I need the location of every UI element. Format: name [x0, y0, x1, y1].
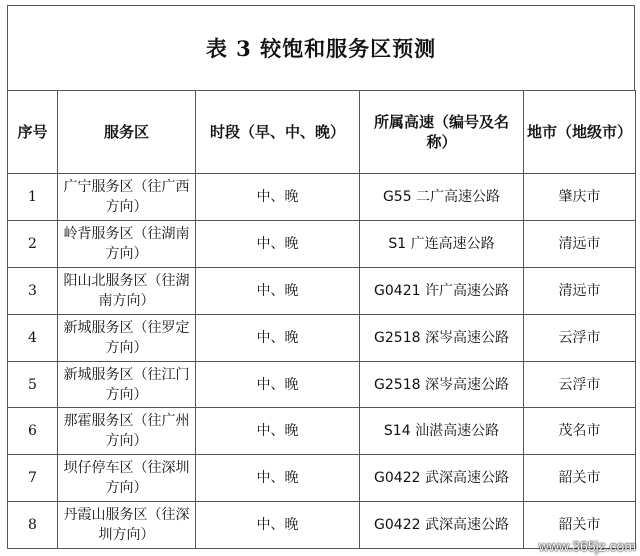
table-row	[8, 455, 636, 502]
table-row	[8, 174, 636, 221]
table-row	[8, 267, 636, 314]
cell-seq: 3	[8, 267, 58, 314]
table-row	[8, 408, 636, 455]
table-row	[8, 361, 636, 408]
cell-seq: 5	[8, 361, 58, 408]
cell-seq: 6	[8, 408, 58, 455]
table-title-box	[7, 5, 635, 91]
cell-service-area: 新城服务区（往罗定方向）	[58, 314, 196, 361]
table-row	[8, 314, 636, 361]
cell-period: 中、晚	[196, 267, 360, 314]
cell-period: 中、晚	[196, 314, 360, 361]
cell-period: 中、晚	[196, 174, 360, 221]
cell-city: 韶关市	[524, 455, 636, 502]
cell-highway: G0422 武深高速公路	[360, 502, 524, 549]
cell-city: 清远市	[524, 267, 636, 314]
cell-highway: G0422 武深高速公路	[360, 455, 524, 502]
cell-highway: G2518 深岑高速公路	[360, 314, 524, 361]
cell-seq: 7	[8, 455, 58, 502]
table-title: 表 3 较饱和服务区预测	[205, 36, 437, 61]
cell-seq: 2	[8, 220, 58, 267]
cell-city: 云浮市	[524, 314, 636, 361]
cell-city: 韶关市	[524, 502, 636, 549]
cell-period: 中、晚	[196, 361, 360, 408]
cell-seq: 4	[8, 314, 58, 361]
cell-highway: G0421 许广高速公路	[360, 267, 524, 314]
header-highway: 所属高速（编号及名称）	[360, 91, 524, 174]
watermark-text: www.365jz.com	[538, 538, 636, 554]
cell-period: 中、晚	[196, 455, 360, 502]
cell-service-area: 阳山北服务区（往湖南方向）	[58, 267, 196, 314]
header-seq: 序号	[8, 91, 58, 174]
header-service-area: 服务区	[58, 91, 196, 174]
table-row	[8, 220, 636, 267]
cell-highway: G55 二广高速公路	[360, 174, 524, 221]
cell-service-area: 广宁服务区（往广西方向）	[58, 174, 196, 221]
cell-service-area: 丹霞山服务区（往深圳方向）	[58, 502, 196, 549]
cell-seq: 8	[8, 502, 58, 549]
cell-seq: 1	[8, 174, 58, 221]
cell-city: 清远市	[524, 220, 636, 267]
cell-service-area: 坝仔停车区（往深圳方向）	[58, 455, 196, 502]
cell-period: 中、晚	[196, 408, 360, 455]
service-area-table	[7, 90, 636, 549]
header-period: 时段（早、中、晚）	[196, 91, 360, 174]
cell-highway: S14 汕湛高速公路	[360, 408, 524, 455]
cell-service-area: 那霍服务区（往广州方向）	[58, 408, 196, 455]
cell-service-area: 新城服务区（往江门方向）	[58, 361, 196, 408]
header-city: 地市（地级市）	[524, 91, 636, 174]
cell-period: 中、晚	[196, 220, 360, 267]
cell-city: 肇庆市	[524, 174, 636, 221]
cell-highway: S1 广连高速公路	[360, 220, 524, 267]
cell-highway: G2518 深岑高速公路	[360, 361, 524, 408]
cell-service-area: 岭背服务区（往湖南方向）	[58, 220, 196, 267]
cell-period: 中、晚	[196, 502, 360, 549]
header-row	[8, 91, 636, 174]
cell-city: 茂名市	[524, 408, 636, 455]
cell-city: 云浮市	[524, 361, 636, 408]
